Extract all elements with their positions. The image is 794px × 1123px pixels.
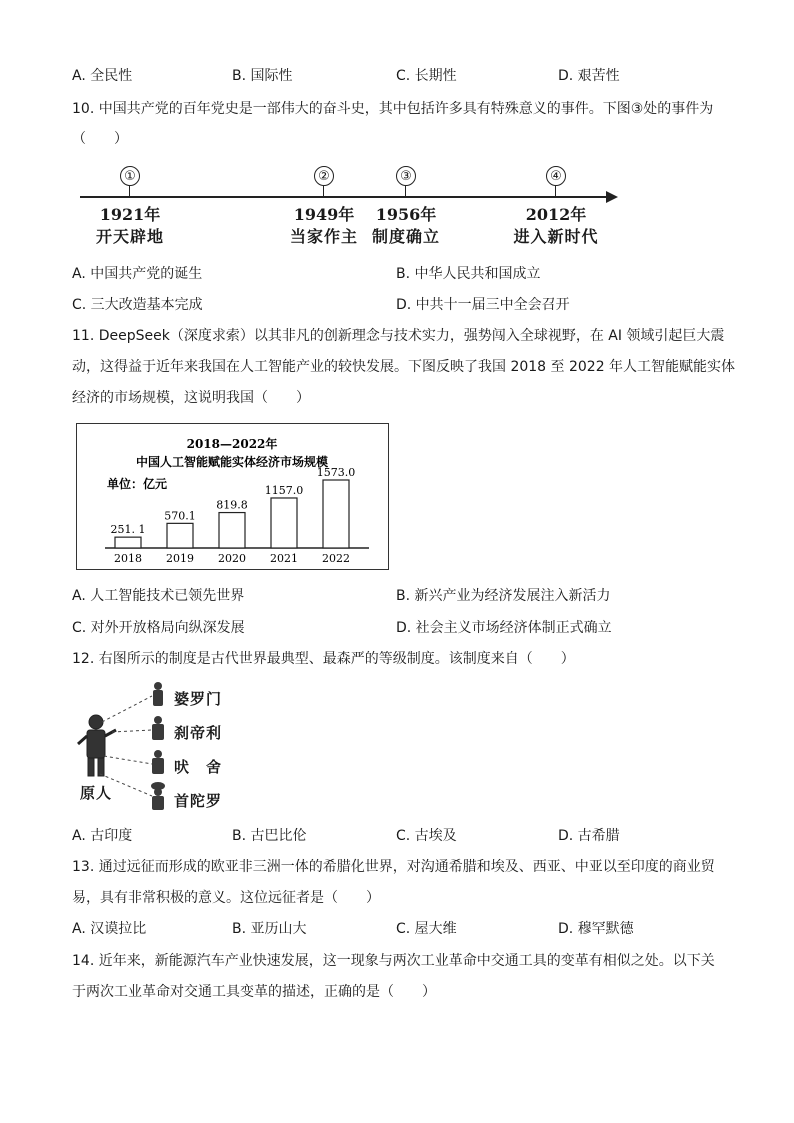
q9-option-b: B. 国际性 — [232, 68, 293, 84]
chart-unit-label: 单位：亿元 — [107, 477, 168, 491]
bar-value-label-2018: 251. 1 — [110, 523, 146, 537]
caste-system-figure — [74, 678, 234, 818]
chart-title: 2018—2022年 — [186, 437, 278, 451]
timeline-label-4: 进入新时代 — [513, 227, 599, 246]
timeline-year-1: 1921年 — [99, 205, 161, 224]
q14-stem-line2: 于两次工业革命对交通工具变革的描述，正确的是（ ） — [72, 984, 436, 1000]
caste-connector-lines — [100, 696, 152, 796]
timeline-year-3: 1956年 — [375, 205, 437, 224]
market-size-chart — [76, 423, 389, 570]
origin-label: 原人 — [80, 784, 113, 802]
timeline-marker-3: ③ — [396, 166, 416, 186]
q13-option-c: C. 屋大维 — [396, 921, 457, 937]
q11-option-d: D. 社会主义市场经济体制正式确立 — [396, 620, 612, 636]
q12-option-c: C. 古埃及 — [396, 828, 457, 844]
timeline-marker-1: ① — [120, 166, 140, 186]
bar-2020 — [219, 513, 245, 548]
timeline-tick — [323, 186, 324, 197]
q9-option-c: C. 长期性 — [396, 68, 457, 84]
bar-2018 — [115, 537, 141, 548]
timeline-marker-4: ④ — [546, 166, 566, 186]
q13-stem-line1: 13. 通过远征而形成的欧亚非三洲一体的希腊化世界，对沟通希腊和埃及、西亚、中亚以至印度的商业贸 — [72, 859, 715, 875]
bar-2022 — [323, 480, 349, 548]
q10-option-c: C. 三大改造基本完成 — [72, 297, 203, 313]
category-label-2019: 2019 — [166, 552, 194, 565]
category-label-2020: 2020 — [218, 552, 246, 565]
timeline-marker-2: ② — [314, 166, 334, 186]
purusha-figure-icon — [78, 715, 116, 776]
bar-chart-svg — [77, 424, 388, 569]
timeline-tick — [129, 186, 130, 197]
q13-option-b: B. 亚历山大 — [232, 921, 307, 937]
category-label-2022: 2022 — [322, 552, 350, 565]
q13-stem-line2: 易，具有非常积极的意义。这位远征者是（ ） — [72, 890, 380, 906]
q10-option-b: B. 中华人民共和国成立 — [396, 266, 541, 282]
bar-2021 — [271, 498, 297, 548]
q11-option-b: B. 新兴产业为经济发展注入新活力 — [396, 588, 611, 604]
bar-value-label-2022: 1573.0 — [316, 466, 356, 479]
timeline-axis — [80, 196, 610, 198]
caste-label-kshatriya: 刹帝利 — [174, 724, 223, 742]
q12-option-d: D. 古希腊 — [558, 828, 620, 844]
caste-figures — [151, 682, 165, 810]
q12-option-a: A. 古印度 — [72, 828, 133, 844]
q14-stem-line1: 14. 近年来，新能源汽车产业快速发展，这一现象与两次工业革命中交通工具的变革有相似之处。以下关 — [72, 953, 715, 969]
shudra-figure-icon — [151, 782, 165, 810]
timeline-tick — [555, 186, 556, 197]
timeline-arrow-icon — [606, 191, 618, 203]
timeline-year-2: 1949年 — [293, 205, 355, 224]
q11-option-a: A. 人工智能技术已领先世界 — [72, 588, 245, 604]
caste-label-vaishya: 吠 舍 — [174, 758, 223, 776]
q13-option-a: A. 汉谟拉比 — [72, 921, 147, 937]
q12-option-b: B. 古巴比伦 — [232, 828, 307, 844]
caste-label-shudra: 首陀罗 — [174, 792, 223, 810]
q12-stem: 12. 右图所示的制度是古代世界最典型、最森严的等级制度。该制度来自（ ） — [72, 651, 575, 667]
q13-option-d: D. 穆罕默德 — [558, 921, 634, 937]
q10-option-d: D. 中共十一届三中全会召开 — [396, 297, 570, 313]
vaishya-figure-icon — [152, 750, 164, 774]
chart-subtitle: 中国人工智能赋能实体经济市场规模 — [135, 455, 329, 469]
timeline-label-2: 当家作主 — [289, 227, 358, 246]
bar-value-label-2021: 1157.0 — [264, 483, 304, 497]
category-label-2021: 2021 — [270, 552, 298, 565]
kshatriya-figure-icon — [152, 716, 164, 740]
timeline-label-1: 开天辟地 — [95, 227, 164, 246]
timeline-figure — [78, 160, 623, 250]
timeline-year-4: 2012年 — [525, 205, 587, 224]
timeline-tick — [405, 186, 406, 197]
q11-stem-line2: 动，这得益于近年来我国在人工智能产业的较快发展。下图反映了我国 2018 至 2022 年人工智能赋能实体 — [72, 359, 736, 375]
q10-stem-line2: （ ） — [72, 131, 128, 147]
timeline-label-3: 制度确立 — [371, 227, 440, 246]
bar-2019 — [167, 523, 193, 548]
q10-stem-line1: 10. 中国共产党的百年党史是一部伟大的奋斗史，其中包括许多具有特殊意义的事件。下图③处的事件为 — [72, 101, 714, 117]
q9-option-d: D. 艰苦性 — [558, 68, 620, 84]
bar-value-label-2019: 570.1 — [164, 509, 196, 523]
brahmin-figure-icon — [153, 682, 163, 706]
q9-option-a: A. 全民性 — [72, 68, 133, 84]
q11-option-c: C. 对外开放格局向纵深发展 — [72, 620, 245, 636]
q10-option-a: A. 中国共产党的诞生 — [72, 266, 203, 282]
caste-label-brahmin: 婆罗门 — [174, 690, 223, 708]
category-label-2018: 2018 — [114, 552, 142, 565]
q11-stem-line1: 11. DeepSeek（深度求索）以其非凡的创新理念与技术实力，强势闯入全球视野，在 AI 领域引起巨大震 — [72, 328, 725, 344]
q11-stem-line3: 经济的市场规模，这说明我国（ ） — [72, 390, 310, 406]
bar-value-label-2020: 819.8 — [216, 498, 248, 512]
